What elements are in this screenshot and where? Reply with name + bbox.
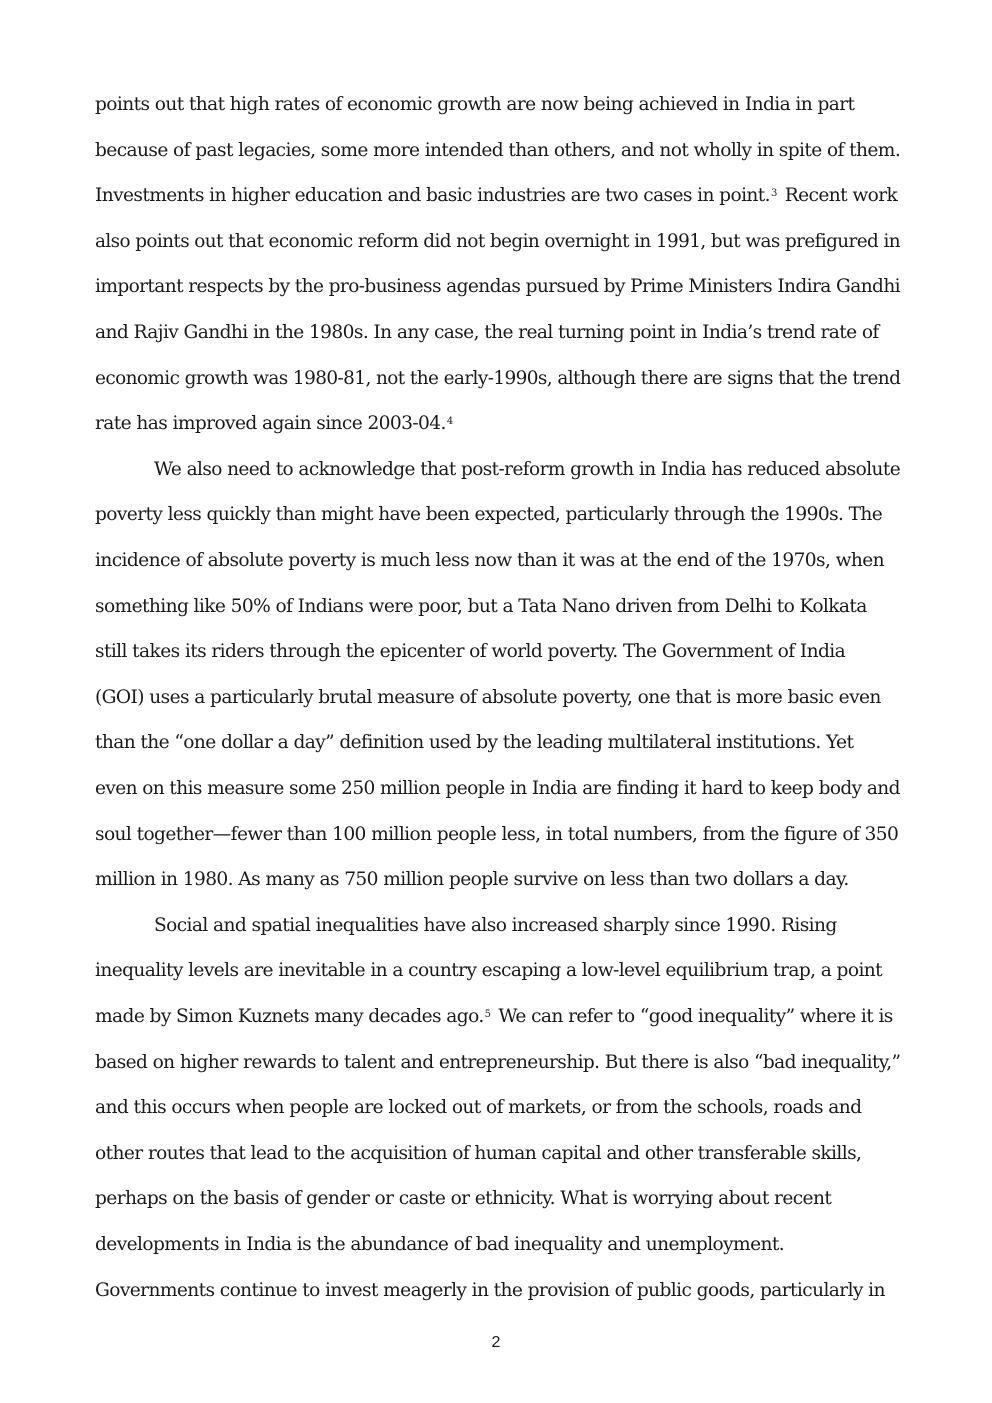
text-segment: based on higher rewards to talent and entrepreneurship. But there is also “bad inequality,” bbox=[95, 1051, 901, 1073]
text-line bbox=[95, 321, 879, 345]
text-segment: Recent work bbox=[784, 185, 898, 207]
text-segment: Investments in higher education and basic industries are two cases in point. bbox=[95, 185, 770, 207]
footnote-reference: 4 bbox=[446, 416, 453, 428]
footnote-reference: 3 bbox=[770, 188, 777, 200]
text-line bbox=[95, 139, 900, 163]
text-segment: even on this measure some 250 million people in India are finding it hard to keep body and bbox=[95, 778, 900, 799]
text-line bbox=[95, 1233, 784, 1257]
text-line bbox=[154, 458, 900, 482]
text-segment: perhaps on the basis of gender or caste or ethnicity. What is worrying about recent bbox=[95, 1188, 832, 1210]
text-segment: rate has improved again since 2003-04. bbox=[95, 413, 446, 435]
text-segment: and Rajiv Gandhi in the 1980s. In any case, the real turning point in India’s trend rate of bbox=[95, 322, 879, 343]
text-segment: inequality levels are inevitable in a country escaping a low-level equilibrium trap, a point bbox=[95, 960, 883, 982]
text-segment: We also need to acknowledge that post-reform growth in India has reduced absolute bbox=[154, 458, 901, 480]
text-segment: than the “one dollar a day” definition used by the leading multilateral institutions. Yet bbox=[95, 732, 854, 754]
text-line bbox=[154, 914, 837, 938]
text-segment: because of past legacies, some more intended than others, and not wholly in spite of them. bbox=[95, 139, 901, 161]
text-line bbox=[95, 777, 900, 801]
text-line bbox=[95, 412, 461, 436]
text-segment: poverty less quickly than might have been expected, particularly through the 1990s. The bbox=[95, 504, 883, 526]
text-line bbox=[95, 367, 900, 391]
text-segment: (GOI) uses a particularly brutal measure of absolute poverty, one that is more basic even bbox=[95, 686, 881, 708]
text-line bbox=[95, 230, 900, 254]
text-line bbox=[95, 93, 854, 117]
text-segment: also points out that economic reform did not begin overnight in 1991, but was prefigured in bbox=[95, 230, 900, 252]
text-segment: made by Simon Kuznets many decades ago. bbox=[95, 1006, 484, 1027]
footnote-reference: 5 bbox=[484, 1009, 491, 1020]
text-line bbox=[95, 1187, 831, 1211]
text-line bbox=[95, 184, 897, 208]
text-segment: Social and spatial inequalities have also increased sharply since 1990. Rising bbox=[154, 914, 837, 936]
text-line bbox=[95, 1096, 861, 1120]
text-line bbox=[95, 1051, 900, 1075]
text-line bbox=[95, 686, 881, 710]
text-line bbox=[95, 549, 884, 573]
text-line bbox=[95, 1279, 885, 1303]
text-segment: other routes that lead to the acquisition of human capital and other transferable skills, bbox=[95, 1142, 862, 1164]
text-line bbox=[95, 868, 849, 892]
text-line bbox=[95, 595, 867, 619]
text-segment: incidence of absolute poverty is much less now than it was at the end of the 1970s, when bbox=[95, 550, 885, 571]
text-line bbox=[95, 640, 845, 664]
text-segment: and this occurs when people are locked out of markets, or from the schools, roads and bbox=[95, 1097, 862, 1119]
text-line bbox=[95, 959, 882, 983]
text-line bbox=[95, 1005, 893, 1029]
text-segment: developments in India is the abundance of bad inequality and unemployment. bbox=[95, 1234, 785, 1255]
text-segment: points out that high rates of economic growth are now being achieved in India in part bbox=[95, 94, 855, 115]
text-line bbox=[95, 275, 900, 299]
text-segment: We can refer to “good inequality” where it is bbox=[498, 1006, 893, 1027]
text-line bbox=[95, 1142, 861, 1166]
text-segment: still takes its riders through the epicenter of world poverty. The Government of India bbox=[95, 641, 846, 663]
text-segment: something like 50% of Indians were poor, but a Tata Nano driven from Delhi to Kolkata bbox=[95, 595, 867, 617]
text-segment: important respects by the pro-business agendas pursued by Prime Ministers Indira Gandhi bbox=[95, 276, 901, 298]
text-line bbox=[95, 731, 853, 755]
text-line bbox=[95, 503, 882, 527]
text-segment: million in 1980. As many as 750 million people survive on less than two dollars a day. bbox=[95, 869, 849, 891]
page-number: 2 bbox=[491, 1334, 501, 1351]
text-line bbox=[95, 823, 898, 847]
text-segment: Governments continue to invest meagerly in the provision of public goods, particularly in bbox=[95, 1279, 885, 1301]
text-segment: soul together—fewer than 100 million people less, in total numbers, from the figure of 350 bbox=[95, 823, 899, 845]
text-segment: economic growth was 1980-81, not the early-1990s, although there are signs that the trend bbox=[95, 367, 901, 389]
